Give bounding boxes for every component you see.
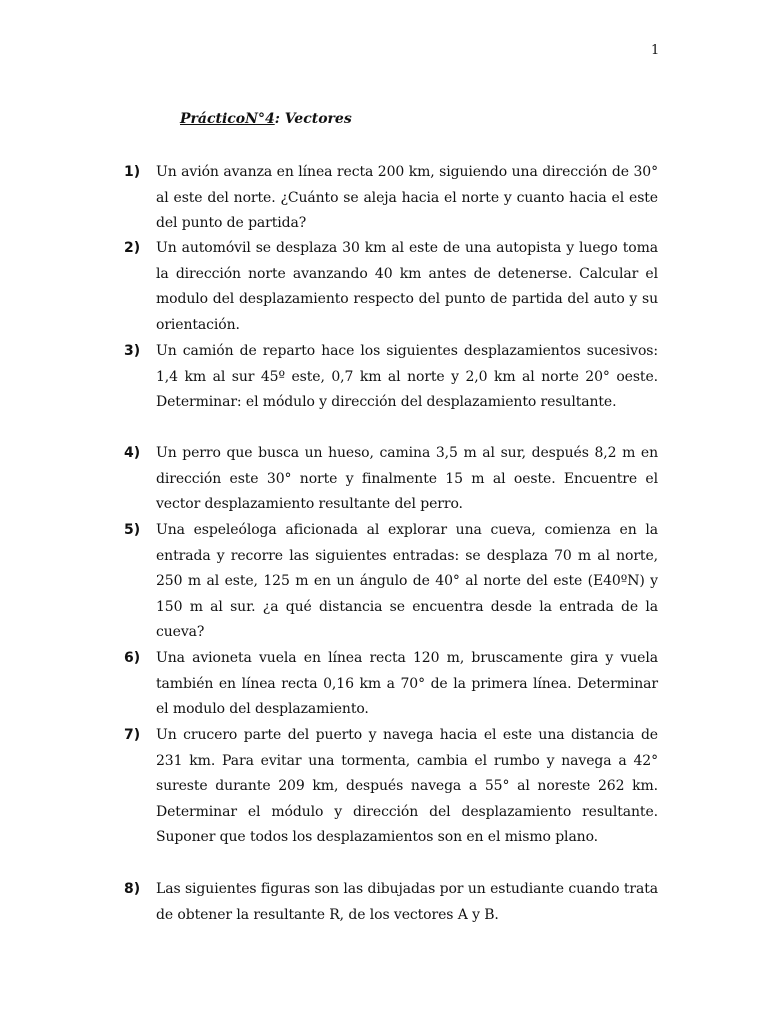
problem-number: 7) xyxy=(124,727,141,743)
problem-text: Un avión avanza en línea recta 200 km, siguiendo una dirección de 30° al este del norte. ¿Cuánto se aleja hacia el norte y cuanto hacia el este del punto de partida? xyxy=(156,164,658,232)
problem-6 xyxy=(124,646,658,723)
page-title xyxy=(180,111,352,127)
problem-2 xyxy=(124,236,658,338)
problem-number: 5) xyxy=(124,522,141,538)
problem-4 xyxy=(124,441,658,518)
problem-text: Las siguientes figuras son las dibujadas por un estudiante cuando trata de obtener la resultante R, de los vectores A y B. xyxy=(156,881,658,923)
problem-7 xyxy=(124,723,658,851)
problem-number: 6) xyxy=(124,650,141,666)
problem-number: 2) xyxy=(124,240,141,256)
problem-3 xyxy=(124,339,658,416)
problem-text: Un perro que busca un hueso, camina 3,5 m al sur, después 8,2 m en dirección este 30° norte y finalmente 15 m al oeste. Encuentre el vector desplazamiento resultante del perro. xyxy=(156,445,658,513)
problem-1 xyxy=(124,160,658,237)
problem-text: Un automóvil se desplaza 30 km al este de una autopista y luego toma la dirección norte avanzando 40 km antes de detenerse. Calcular el modulo del desplazamiento respecto del punto de partida del auto y su orientación. xyxy=(156,240,658,333)
problem-text: Un camión de reparto hace los siguientes desplazamientos sucesivos: 1,4 km al sur 45º este, 0,7 km al norte y 2,0 km al norte 20° oeste. Determinar: el módulo y dirección del desplazamiento resultante. xyxy=(156,343,658,411)
problem-number: 8) xyxy=(124,881,141,897)
problem-number: 3) xyxy=(124,343,141,359)
problem-8 xyxy=(124,877,658,928)
problem-text: Un crucero parte del puerto y navega hacia el este una distancia de 231 km. Para evitar una tormenta, cambia el rumbo y navega a 42° sureste durante 209 km, después navega a 55° al noreste 262 km. Determinar el módulo y dirección del desplazamiento resultante. Suponer que todos los desplazamientos son en el mismo plano. xyxy=(156,727,658,846)
problem-text: Una avioneta vuela en línea recta 120 m, bruscamente gira y vuela también en línea recta 0,16 km a 70° de la primera línea. Determinar el modulo del desplazamiento. xyxy=(156,650,658,718)
problem-number: 1) xyxy=(124,164,141,180)
problem-number: 4) xyxy=(124,445,141,461)
title-prefix: PrácticoN°4 xyxy=(180,111,275,127)
page-number: 1 xyxy=(651,43,660,58)
problem-text: Una espeleóloga aficionada al explorar una cueva, comienza en la entrada y recorre las siguientes entradas: se desplaza 70 m al norte, 250 m al este, 125 m en un ángulo de 40° al norte del este (E40ºN) y 150 m al sur. ¿a qué distancia se encuentra desde la entrada de la cueva? xyxy=(156,522,658,641)
title-suffix: : Vectores xyxy=(274,111,352,127)
problem-5 xyxy=(124,518,658,646)
